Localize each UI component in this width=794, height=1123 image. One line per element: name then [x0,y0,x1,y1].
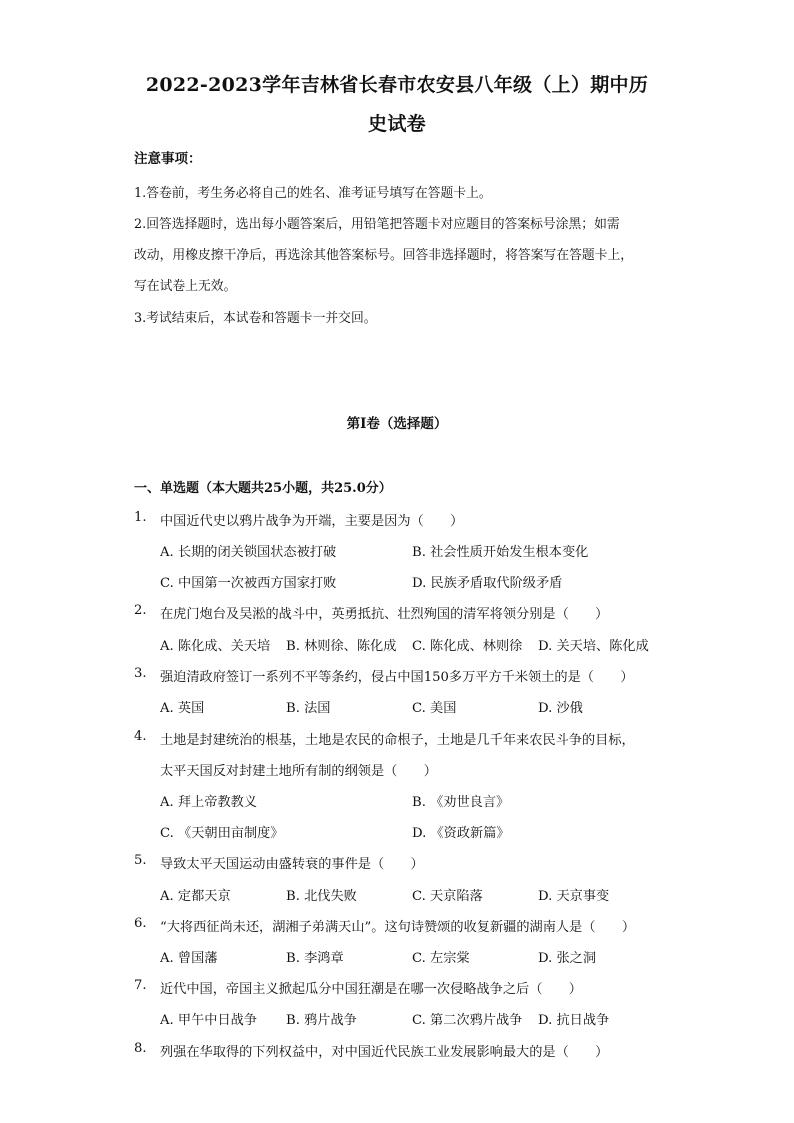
question-number: 3. [134,666,147,681]
option-c: C. 天京陷落 [412,889,483,904]
part-heading: 一、单选题（本大题共25小题，共25.0分） [134,481,392,496]
question-text: 土地是封建统治的根基，土地是农民的命根子，土地是几千年来农民斗争的目标， [160,733,635,748]
question-text-cont: 太平天国反对封建土地所有制的纲领是（ ） [160,764,437,779]
option-d: D. 《资政新篇》 [412,826,510,841]
question-text: 强迫清政府签订一系列不平等条约，侵占中国150多万平方千米领土的是（ ） [160,670,634,685]
exam-title-line2: 史试卷 [368,113,426,135]
option-b: B. 李鸿章 [286,951,344,966]
option-b: B. 社会性质开始发生根本变化 [412,545,589,560]
notice-item-3: 3.考试结束后，本试卷和答题卡一并交回。 [134,311,377,326]
option-a: A. 曾国藩 [160,951,218,966]
exam-title-line1: 2022-2023学年吉林省长春市农安县八年级（上）期中历 [145,74,649,96]
question-number: 2. [134,603,147,618]
question-number: 8. [134,1041,147,1056]
question-number: 5. [134,853,147,868]
option-a: A. 陈化成、关天培 [160,639,271,654]
option-a: A. 拜上帝教教义 [160,795,258,810]
option-b: B. 《劝世良言》 [412,795,510,810]
option-c: C. 陈化成、林则徐 [412,639,523,654]
option-d: D. 沙俄 [538,701,583,716]
option-d: D. 民族矛盾取代阶级矛盾 [412,576,563,591]
question-number: 4. [134,729,147,744]
question-text: 中国近代史以鸦片战争为开端，主要是因为（ ） [160,514,464,529]
option-b: B. 北伐失败 [286,889,357,904]
notice-item-2: 2.回答选择题时，选出每小题答案后，用铅笔把答题卡对应题目的答案标号涂黑；如需 [134,217,620,232]
option-a: A. 英国 [160,701,205,716]
option-d: D. 关天培、陈化成 [538,639,649,654]
option-b: B. 法国 [286,701,331,716]
option-d: D. 张之洞 [538,951,597,966]
question-text: 近代中国，帝国主义掀起瓜分中国狂潮是在哪一次侵略战争之后（ ） [160,982,582,997]
question-text: 在虎门炮台及吴淞的战斗中，英勇抵抗、壮烈殉国的清军将领分别是（ ） [160,607,609,622]
notice-heading: 注意事项： [134,151,202,167]
notice-item-2-cont2: 写在试卷上无效。 [134,279,237,294]
question-number: 7. [134,978,147,993]
option-c: C. 中国第一次被西方国家打败 [160,576,337,591]
notice-item-1: 1.答卷前，考生务必将自己的姓名、准考证号填写在答题卡上。 [134,186,492,201]
option-a: A. 甲午中日战争 [160,1013,258,1028]
option-a: A. 定都天京 [160,889,231,904]
option-d: D. 天京事变 [538,889,610,904]
option-c: C. 美国 [412,701,457,716]
question-text: “大将西征尚未还，湖湘子弟满天山”。这句诗赞颂的收复新疆的湖南人是（ ） [160,920,636,935]
question-text: 导致太平天国运动由盛转衰的事件是（ ） [160,857,424,872]
option-b: B. 林则徐、陈化成 [286,639,397,654]
option-c: C. 《天朝田亩制度》 [160,826,284,841]
option-a: A. 长期的闭关锁国状态被打破 [160,545,337,560]
question-number: 1. [134,510,147,525]
question-text: 列强在华取得的下列权益中，对中国近代民族工业发展影响最大的是（ ） [160,1045,609,1060]
option-c: C. 左宗棠 [412,951,470,966]
question-number: 6. [134,916,147,931]
option-d: D. 抗日战争 [538,1013,610,1028]
option-c: C. 第二次鸦片战争 [412,1013,523,1028]
section-title: 第I卷（选择题） [346,416,448,432]
notice-item-2-cont: 改动，用橡皮擦干净后，再选涂其他答案标号。回答非选择题时，将答案写在答题卡上， [134,248,634,263]
option-b: B. 鸦片战争 [286,1013,357,1028]
